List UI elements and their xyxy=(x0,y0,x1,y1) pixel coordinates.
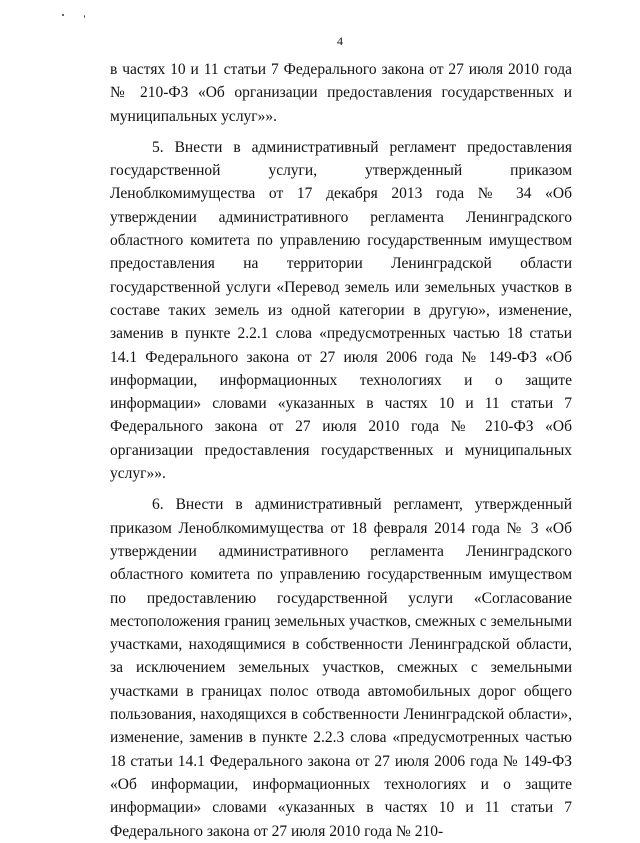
paragraph-item-5: 5. Внести в административный регламент предоставления государственной услуги, утвержденный приказом Леноблкомимущества от 17 декабря 2013 года № 34 «Об утверждении административного регламента Ленинградского областного комитета по управлению государственным имуществом предоставления на территории Ленинградской области государственной услуги «Перевод земель или земельных участков в составе таких земель из одной категории в другую», изменение, заменив в пункте 2.2.1 слова «предусмотренных частью 18 статьи 14.1 Федерального закона от 27 июля 2006 года № 149-ФЗ «Об информации, информационных технологиях и о защите информации» словами «указанных в частях 10 и 11 статьи 7 Федерального закона от 27 июля 2010 года № 210-ФЗ «Об организации предоставления государственных и муниципальных услуг»». xyxy=(110,138,572,483)
scan-speck xyxy=(62,14,64,16)
document-body xyxy=(110,58,572,843)
paragraph-continuation: в частях 10 и 11 статьи 7 Федерального закона от 27 июля 2010 года № 210-ФЗ «Об организации предоставления государственных и муниципальных услуг»». xyxy=(110,61,572,125)
page-number: 4 xyxy=(337,34,343,48)
scan-speck xyxy=(84,15,85,18)
paragraph-item-6: 6. Внести в административный регламент, утвержденный приказом Леноблкомимущества от 18 февраля 2014 года № 3 «Об утверждении административного регламента Ленинградского областного комитета по управлению государственным имуществом по предоставлению государственной услуги «Согласование местоположения границ земельных участков, смежных с земельными участками, находящимися в собственности Ленинградской области, за исключением земельных участков, смежных с земельными участками в границах полос отвода автомобильных дорог общего пользования, находящихся в собственности Ленинградской области», изменение, заменив в пункте 2.2.3 слова «предусмотренных частью 18 статьи 14.1 Федерального закона от 27 июля 2006 года № 149-ФЗ «Об информации, информационных технологиях и о защите информации» словами «указанных в частях 10 и 11 статьи 7 Федерального закона от 27 июля 2010 года № 210- xyxy=(110,496,572,840)
